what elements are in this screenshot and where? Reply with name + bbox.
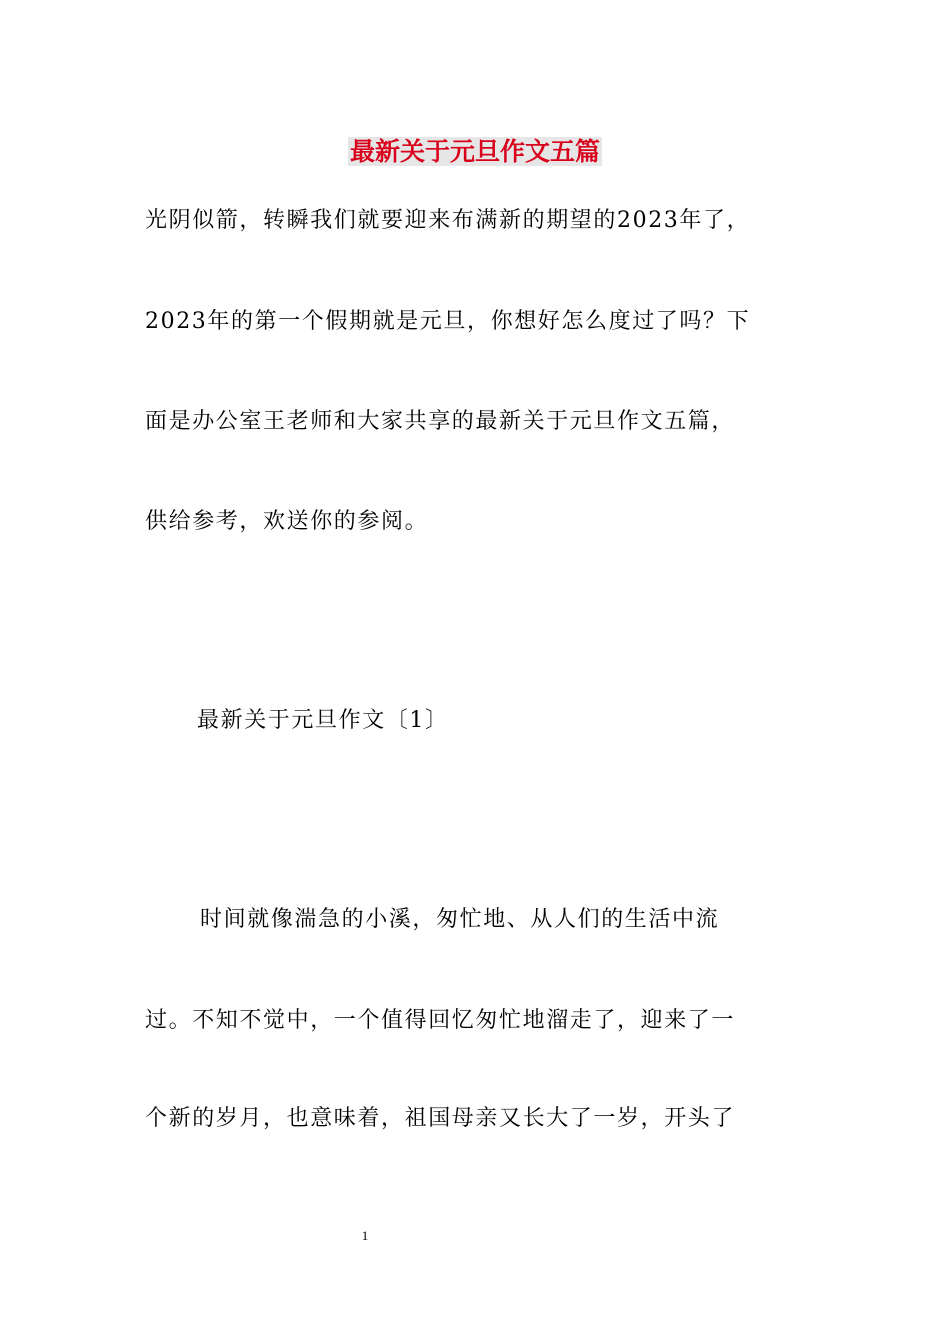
intro-line-1: 光阴似箭，转瞬我们就要迎来布满新的期望的2023年了， [145,208,751,233]
page-number: 1 [361,1228,369,1243]
essay-line-2: 过。不知不觉中，一个值得回忆匆忙地溜走了，迎来了一 [145,1008,736,1033]
intro-line-2: 2023年的第一个假期就是元旦，你想好怎么度过了吗？下 [145,309,751,334]
document-title-text: 最新关于元旦作文五篇 [349,137,600,166]
essay-line-1: 时间就像湍急的小溪，匆忙地、从人们的生活中流 [200,907,720,932]
essay-line-3: 个新的岁月，也意味着，祖国母亲又长大了一岁，开头了 [145,1106,736,1131]
intro-line-4: 供给参考，欢送你的参阅。 [145,509,429,534]
section-heading: 最新关于元旦作文〔1〕 [197,708,449,733]
document-title [0,132,950,172]
intro-line-3: 面是办公室王老师和大家共享的最新关于元旦作文五篇， [145,409,736,434]
